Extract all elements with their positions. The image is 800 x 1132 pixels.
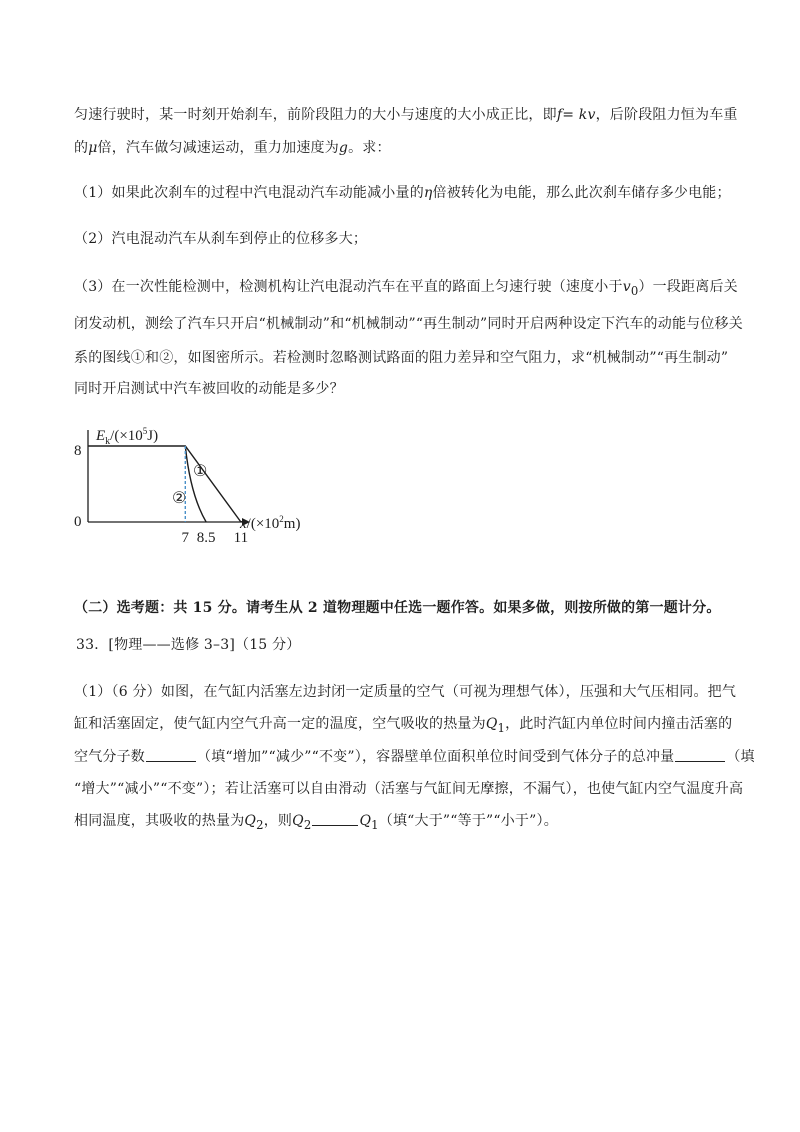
g-symbol: g <box>338 140 349 156</box>
question-33-title-text: 33．[物理——选修 3–3]（15 分） <box>76 637 301 653</box>
q33-line-3 <box>74 746 755 766</box>
q33-text: （1）（6 分）如图，在气缸内活塞左边封闭一定质量的空气（可视为理想气体），压强和大气压相同。把气 <box>74 684 737 700</box>
q33-text: （填 <box>726 749 755 765</box>
question-text: （3）在一次性能检测中，检测机构让汽电混动汽车在平直的路面上匀速行驶（速度小于 <box>74 279 623 295</box>
q2-subscript: 2 <box>303 817 312 832</box>
question-text: 倍被转化为电能，那么此次刹车储存多少电能； <box>432 185 731 201</box>
question-33-title <box>76 634 300 654</box>
problem-text: 匀速行驶时，某一时刻开始刹车，前阶段阻力的大小与速度的大小成正比，即 <box>74 107 557 123</box>
question-3-line-2 <box>74 313 743 333</box>
question-3-line-1 <box>74 276 738 298</box>
series-2-label: ② <box>172 490 187 507</box>
answer-blank-1[interactable] <box>146 749 196 762</box>
q33-line-2 <box>74 713 732 735</box>
q1-symbol: Q <box>359 813 372 829</box>
q33-text: ，此时汽缸内单位时间内撞击活塞的 <box>505 716 733 732</box>
kv-symbol: kv <box>578 107 596 123</box>
series-1-label: ① <box>193 463 208 480</box>
q33-text: 相同温度，其吸收的热量为 <box>74 813 245 829</box>
y-tick-label: 8 <box>74 443 82 459</box>
question-text: 闭发动机，测绘了汽车只开启“机械制动”和“机械制动”“再生制动”同时开启两种设定下汽车的动能与位移关 <box>74 316 743 332</box>
q33-text: （填“大于”“等于”“小于”）。 <box>378 813 558 829</box>
problem-text: 倍，汽车做匀减速运动，重力加速度为 <box>97 140 339 156</box>
q33-text: （填“增加”“减少”“不变”），容器壁单位面积单位时间受到气体分子的总冲量 <box>197 749 675 765</box>
x-tick-label: 11 <box>233 530 249 546</box>
x-tick-label: 8.5 <box>196 530 216 546</box>
origin-label: 0 <box>74 514 82 530</box>
problem-text: ，后阶段阻力恒为车重 <box>595 107 738 123</box>
q1-subscript: 1 <box>371 817 379 832</box>
question-text: （2）汽电混动汽车从刹车到停止的位移多大； <box>74 231 368 247</box>
question-1 <box>74 182 731 202</box>
x-axis-label: $x/(\times 10^2m)$ <box>240 514 301 532</box>
ek-x-chart <box>60 418 360 548</box>
q33-line-4 <box>74 778 743 798</box>
q33-line-1 <box>74 681 736 701</box>
force-symbol: f <box>556 107 563 123</box>
series-1-line <box>88 446 241 522</box>
eta-symbol: η <box>423 185 433 201</box>
q1-subscript: 1 <box>497 720 506 735</box>
q33-text: 缸和活塞固定，使气缸内空气升高一定的温度，空气吸收的热量为 <box>74 716 486 732</box>
problem-text: 。求： <box>348 140 391 156</box>
q33-text: “增大”“减小”“不变”）；若让活塞可以自由滑动（活塞与气缸间无摩擦，不漏气），也使气缸内空气温度升高 <box>74 781 744 797</box>
question-text: （1）如果此次刹车的过程中汽电混动汽车动能减小量的 <box>74 185 424 201</box>
question-text: ）一段距离后关 <box>638 279 738 295</box>
answer-blank-3[interactable] <box>312 813 358 826</box>
q2-symbol: Q <box>244 813 257 829</box>
v0-subscript: 0 <box>630 283 639 298</box>
problem-text: 的 <box>74 140 89 156</box>
y-axis-label: $E_k/(\times 10^5J)$ <box>96 426 159 447</box>
question-3-line-4 <box>74 378 344 398</box>
q33-text: 空气分子数 <box>74 749 145 765</box>
section-header-text: （二）选考题：共 15 分。请考生从 2 道物理题中任选一题作答。如果多做，则按所做的第一题计分。 <box>74 600 721 616</box>
v0-symbol: v <box>622 279 631 295</box>
q2-symbol: Q <box>292 813 304 829</box>
mu-symbol: μ <box>88 140 98 156</box>
q1-symbol: Q <box>485 716 498 732</box>
problem-line-2 <box>74 137 391 157</box>
series-2-curve <box>185 446 206 522</box>
answer-blank-2[interactable] <box>675 749 725 762</box>
question-2 <box>74 228 367 248</box>
q33-line-5 <box>74 810 558 832</box>
equals-sign: = <box>562 107 579 123</box>
q33-text: ，则 <box>263 813 293 829</box>
problem-line-1 <box>74 104 738 124</box>
question-text: 系的图线①和②，如图密所示。若检测时忽略测试路面的阻力差异和空气阻力，求“机械制动”“再生制动” <box>74 350 729 366</box>
section-header <box>74 597 721 617</box>
question-3-line-3 <box>74 347 728 367</box>
question-text: 同时开启测试中汽车被回收的动能是多少？ <box>74 381 344 397</box>
q2-subscript: 2 <box>256 817 264 832</box>
x-tick-label: 7 <box>181 530 190 546</box>
